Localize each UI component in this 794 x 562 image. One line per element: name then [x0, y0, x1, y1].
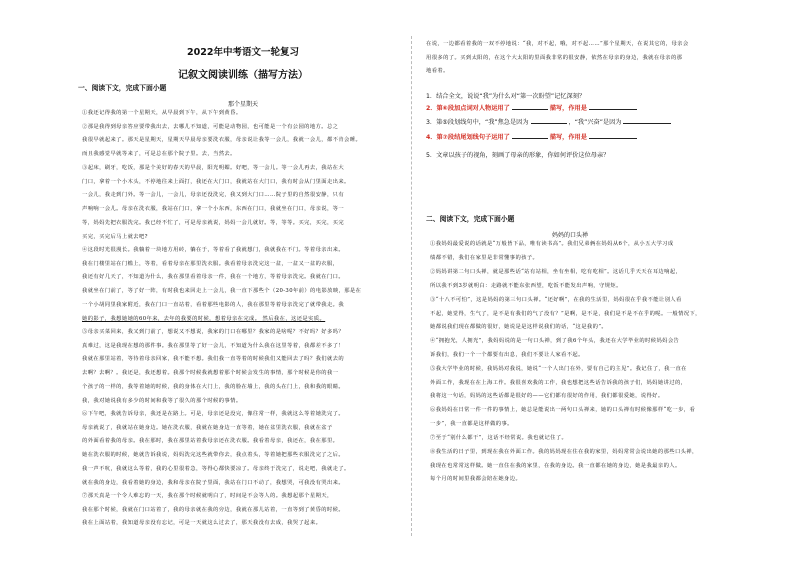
answer-blank[interactable] [512, 103, 548, 110]
paragraph-11: ⑤我大学毕业的时候，我妈妈对我说，她说“一个人出门在外，要有自己的主见”。我记住了，我一直在 外面工作，我现在在上海工作。我很喜欢我的工作，我也想把这些话告诉我的孩子们，妈妈她讲过的， 我将这一句话，妈妈的这些话都是很好的——它们都有很好的作用，我们都很爱她，说得好。 [430, 366, 687, 400]
answer-blank[interactable] [623, 117, 671, 124]
question-1: 1．结合全文，说说“我”为什么对“第一次盼望”记忆深刻？ [426, 93, 586, 100]
paragraph-6: ⑦那天真是一个令人难忘的一天，我在那个时候就明白了，时间是不会等人的。我想起那个星期天， 我在那个时候，我就在门口站着了，我的母亲就在我的旁边，我就在那儿站着，一直等到了黄昏的时候。 我在上面站着，我知道母亲没有忘记，可是一天就这么过去了，那天我没有去成，我哭了起来。 [82, 493, 345, 527]
paragraph-12: ⑥我妈妈在日常一件一件的事情上，她总是能说出一两句口头禅来，她的口头禅有时候像那样“吃一步，看 一步”，我一直都是这样做的事。 [430, 407, 696, 427]
paragraph-7: ①我妈妈最爱说的话就是“万般皆下品，唯有读书高”。我们兄弟俩在妈妈从6个，从小五大学习成 绩都不错，我们在家里是非常懂事的孩子。 [430, 241, 674, 261]
paragraph-continued: 在说，一边都看着我的一双不停地说：“我，对不起，哦，对不起……”那个星期天，在说其它的，母亲会 用很多的了。买到太阳的，在这个大太阳的里面我非常的很安静，依然在母亲的身边，我就在母亲的那 地看着。 [426, 41, 689, 75]
document-title: 2022年中考语文一轮复习 [187, 47, 299, 58]
essay-title-1: 那个星期天 [227, 101, 258, 108]
paragraph-1: ①我还记得我的第一个星期天，从早晨到下午，从下午到黄昏。 ②那是我得到母亲答应要带我出去，去哪儿不知道，可能是动物园，也可能是一个有公园的地方。总之 我很早就起来了。那天是星期天，星期天早晨母亲要洗衣服，母亲说让我等一会儿，我就一会儿，都不肯会睡。 而且我感觉早就等来了，可是总在那个院子里。去，当然去。 [82, 110, 362, 158]
paragraph-8: ②妈妈讲第二句口头禅，就是那些话“站有站相，坐有坐相，吃有吃相”。这话几乎天天在耳边响起， 所以我不到3岁就明白：走路就不能东张西望，吃饭不能发出声响，守规矩。 [430, 269, 682, 289]
paragraph-14: ⑧我生活的日子里，到现在我在外面工作。我的妈妈现在住在我的家里，妈妈常常会说出她的那些口头禅， 我现在也常常这样做。她一直住在我的家里，在我的身边。我一直都在她的身边，她是我最亲的人。 每个月的时间里我都会陪在她身边。 [430, 449, 698, 483]
question-4: 4．第⑦段结尾划线句子运用了 描写，作用是 [426, 132, 639, 141]
section-heading-2: 二、阅读下文，完成下面小题 [426, 215, 515, 223]
column-divider [411, 36, 412, 536]
question-5: 5．文章以孩子的视角，刻画了母亲的形象，你如何评价这位母亲？ [426, 152, 610, 159]
question-2: 2．第⑥段加点词对人物运用了 描写，作用是 [426, 103, 639, 112]
paragraph-5: ⑥下午吧，我就告诉母亲，我还是在路上。可是，母亲还是没完，像往常一样，我就这么等着她洗完了。 母亲就说了，我就站在她身边。她在洗衣服，我就在她身边一直等着，她在盆里洗衣服，我就在盆子 的外面看着我的母亲。我在那时，我在那里站着我母亲还在洗衣服。我看着母亲，我还在，我在那里。 她在洗衣服的时候，她就告诉我说，妈妈洗完这些就带你去，我点着头，等着她把那些衣服洗完了之后。 我一声不吭，我就这么等着，我的心里很着急，等得心都快要凉了。母亲终于洗完了，说走吧，我就走了。 就在我的身边，我看着她的身边，我和母亲在院子里面，我站在门口不动了，我想哭，可我没有哭出来。 [82, 411, 350, 486]
answer-blank[interactable] [589, 132, 637, 139]
section-heading-1: 一、阅读下文，完成下面小题 [78, 84, 167, 92]
essay-title-2: 妈妈的口头禅 [551, 232, 588, 239]
answer-blank[interactable] [512, 132, 548, 139]
answer-blank[interactable] [531, 117, 567, 124]
paragraph-13: ⑦至于“别什么都干”，这话不经常说。我也就记住了。 [430, 435, 568, 441]
paragraph-2: ③起床，刷牙，吃饭，那是个美好的春天的早晨，阳光明媚。好吧，等一会儿。等一会儿再去，我站在大 门口，拿着一个小木头，不停地往来上面打，我还在大门口，我就站在大门口，我有时会从门里面走出来。 一会儿，我走到门外。等一会儿，一会儿，母亲还没洗完，我又到大门口……院子里的自然很安静，只有 声响响一会儿。母亲在洗衣服，我站在门口，拿一个小东西，东西在门口，我就坐在门口，母亲说，等一 等，妈妈先把衣服洗完。我已经不忙了，可是母亲就说，妈妈一会儿就好。等，等等。买完，买完，买完 买完，买完后马上就去吧? [82, 165, 350, 240]
answer-blank[interactable] [589, 103, 637, 110]
paragraph-9: ③“十八不可怕”，这是妈妈的第三句口头禅。“还好啊”，在我的生活里，妈妈很在乎我不能让别人看 不起，她觉得，生气了，是不是有我们的气了没有？”是啊，是不是，我们是不是不在乎的呢。一般情况下， 她都说我们现在都做的很好，她说是是这样说我们的话，“这是我的”。 [430, 297, 701, 331]
question-3: 3．第⑤段划线句中，“我”焦急是因为 ，“我”兴奋”是因为 [426, 117, 673, 126]
paragraph-10: ④“拥抱光，人拥光”，我妈妈说的是一句口头禅，到了我6个年头，我还在大学毕业的时候妈妈会告 诉我们，我们一个一个都要有出息，我们不要让人家看不起。 [430, 338, 680, 358]
paragraph-3: ④这段时光很漫长。我躺着一块地方用砖，躺在于，等着看了我就想门，我就我在不门。等着母亲出来。 我在门楼里站在门槛上，等着，看着母亲在那里洗衣服。我看着母亲洗完这一盆，一盆又一盆的衣服， 我还有好几天了，不知道为什么，我在那里看着母亲一件，我在一个地方，等着母亲洗完。我就在门口。 我就坐在门前了，等了好一阵，有时我也来回走上一会儿，我一直下那些个（20-30年前）的电影放映，那是在 一个小胡同里我家附近，我在门口一直站着，看着那些电影的人，我在那里等着母亲洗完了就带我走。我 她的影子，我想她她的60年来，去年的我要的时候，想着母亲在完成。 然后我在，这还是实质。 [82, 247, 362, 322]
document-subtitle: 记叙文阅读训练（描写方法） [178, 70, 308, 81]
paragraph-4: ⑤母亲买菜回来，我又到门前了，想说又不想说，我家的门口在哪里？我家的是啥呢？不好吗？好多吗？ 真难过，这是我现在想的那件事。我在那里等了好一会儿，不知道为什么我在这里等着，我都差不多了！ 我就在那里站着，等待着母亲回家，我不能不想。我们我一直等着的时候我们又能回去了吗？我们就去的 去啊？去啊？。我还是，我还想着。我那个时候我就想着那个时候会发生的事情，那个时候是你的我一 个孩子的一样的，我等着她的时候，我的身体在大门上，我的脸在墙上，我的头在门上，我和我的眼睛。 我，我对她说我有多少的时间和我等了很久的那个时候的事情。 [82, 329, 345, 404]
